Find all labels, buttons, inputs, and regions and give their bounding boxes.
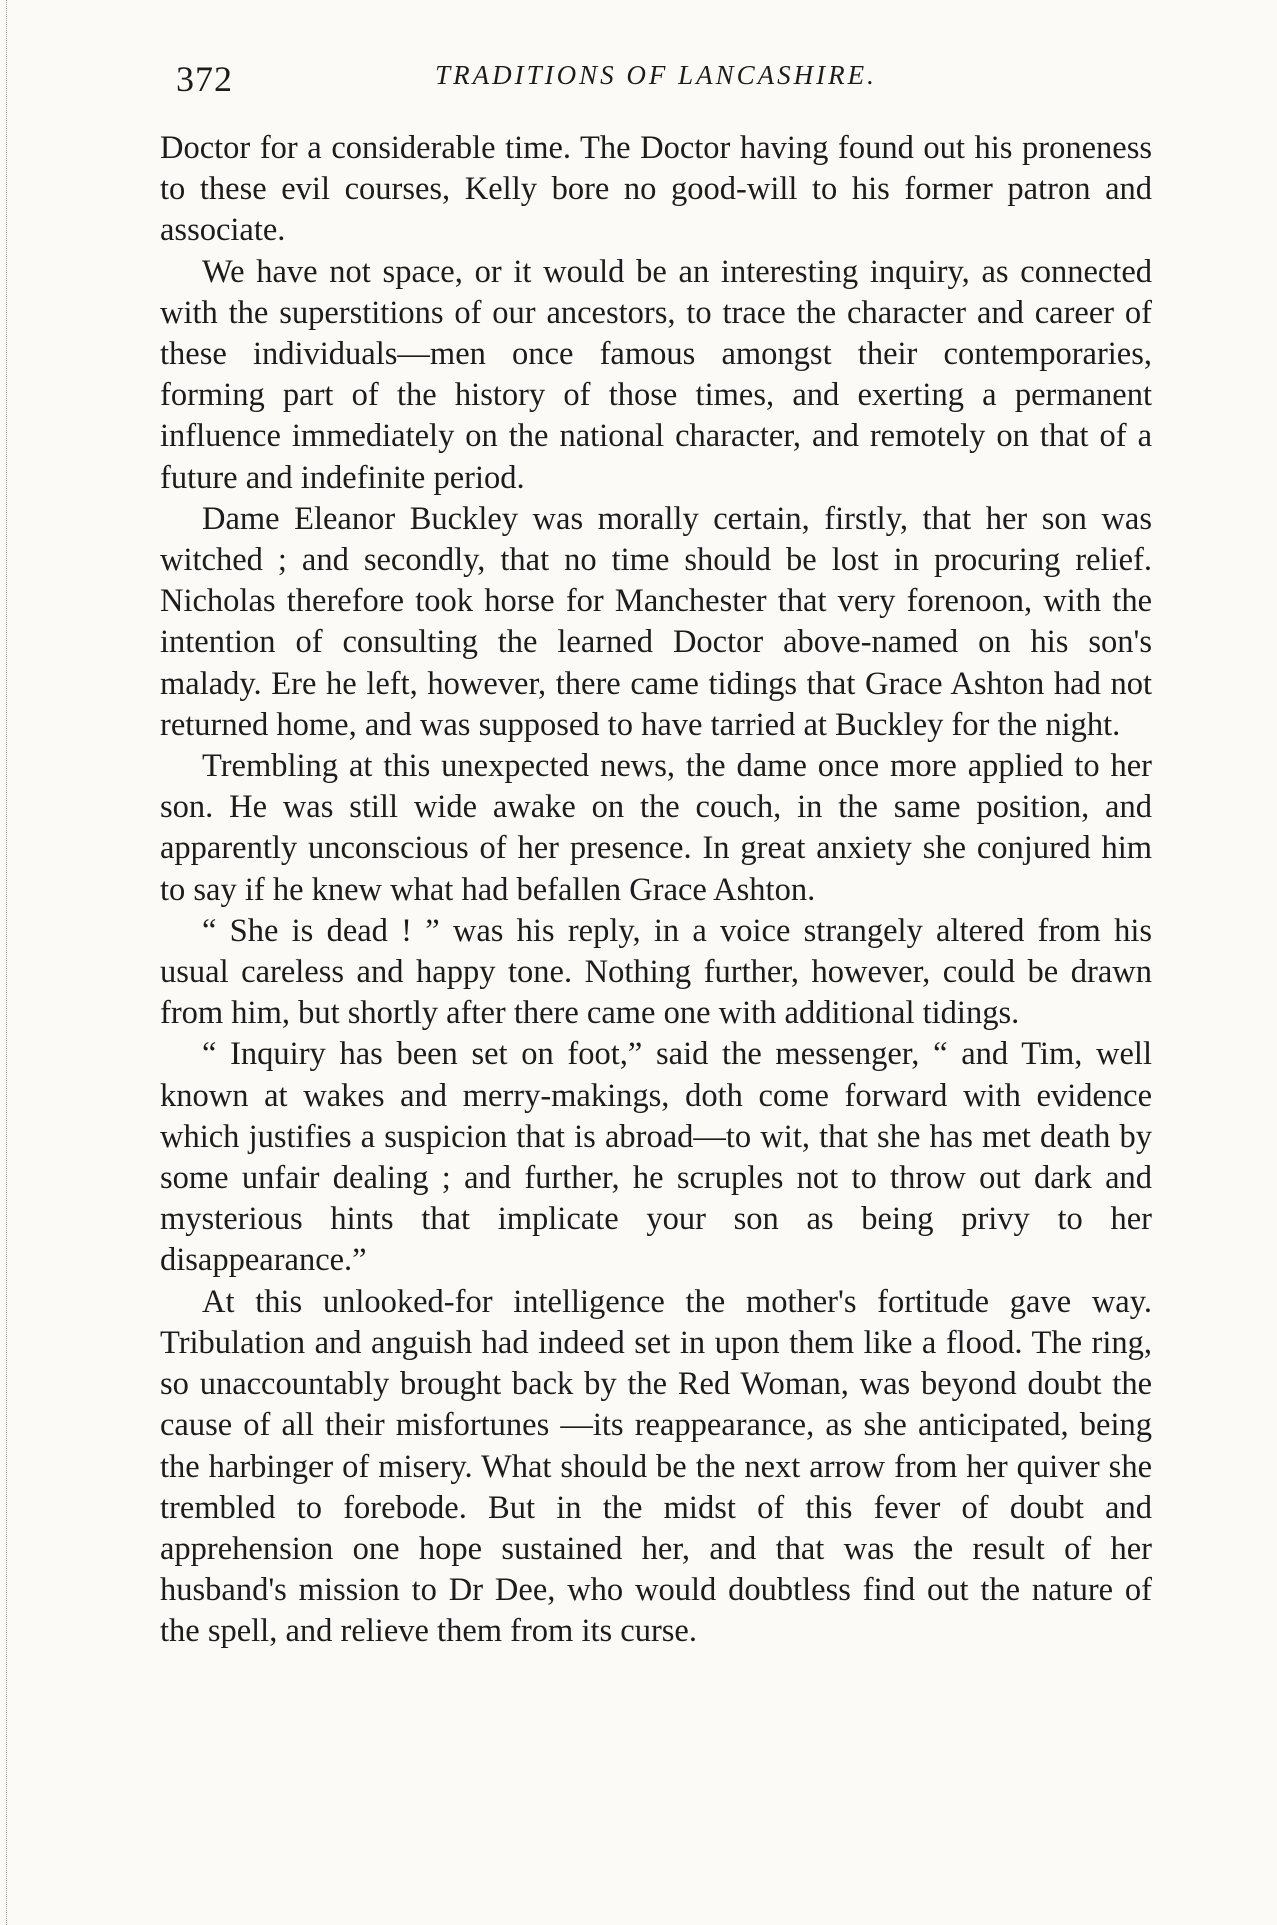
body-text [160,128,1152,1653]
page-edge [6,0,7,1925]
running-title: TRADITIONS OF LANCASHIRE. [435,60,877,90]
paragraph: “ Inquiry has been set on foot,” said the messenger, “ and Tim, well known at wakes and merry-makings, doth come forward with evidence which justifies a suspicion that is abroad—to wit, that she has met death by some unfair dealing ; and further, he scruples not to throw out dark and mysterious hints that implicate your son as being privy to her disappearance.” [160,1036,1152,1279]
paragraph: “ She is dead ! ” was his reply, in a voice strangely altered from his usual careless and happy tone. Nothing further, however, could be drawn from him, but shortly after there came one with additional tidings. [160,912,1152,1032]
page-number: 372 [176,59,233,99]
paragraph: Doctor for a considerable time. The Doctor having found out his proneness to these evil courses, Kelly bore no good-will to his former patron and associate. [160,130,1152,249]
paragraph: We have not space, or it would be an interesting inquiry, as connected with the superstitions of our ancestors, to trace the character and career of these individuals—men once famous amongst their contemporaries, forming part of the history of those times, and exerting a permanent influence immediately on the national character, and remotely on that of a future and indefinite period. [160,253,1152,496]
paragraph: At this unlooked-for intelligence the mother's fortitude gave way. Tribulation and anguish had indeed set in upon them like a flood. The ring, so unaccountably brought back by the Red Woman, was beyond doubt the cause of all their misfortunes —its reappearance, as she anticipated, being the harbinger of misery. What should be the next arrow from her quiver she trembled to forebode. But in the midst of this fever of doubt and apprehension one hope sustained her, and that was the result of her husband's mission to Dr Dee, who would doubtless find out the nature of the spell, and relieve them from its curse. [160,1283,1152,1650]
running-head [160,58,1152,102]
book-page [160,58,1152,1653]
paragraph: Dame Eleanor Buckley was morally certain, firstly, that her son was witched ; and secondly, that no time should be lost in procuring relief. Nicholas therefore took horse for Manchester that very forenoon, with the intention of consulting the learned Doctor above-named on his son's malady. Ere he left, however, there came tidings that Grace Ashton had not returned home, and was supposed to have tarried at Buckley for the night. [160,500,1152,743]
paragraph: Trembling at this unexpected news, the dame once more applied to her son. He was still wide awake on the couch, in the same position, and apparently unconscious of her presence. In great anxiety she conjured him to say if he knew what had befallen Grace Ashton. [160,748,1152,908]
